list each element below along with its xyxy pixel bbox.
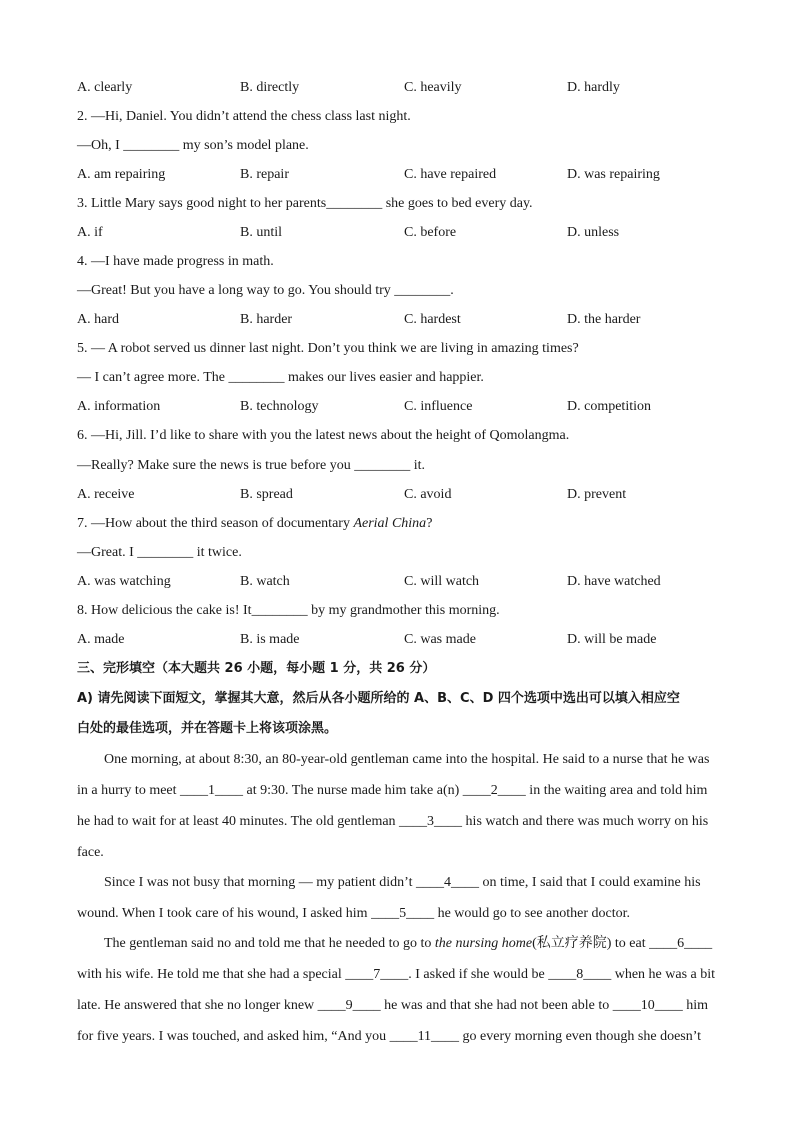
q6-option-d: D. prevent: [567, 487, 627, 502]
passage-p1-line4: face.: [77, 845, 104, 860]
section-instruction-line2: 白处的最佳选项，并在答题卡上将该项涂黑。: [77, 721, 338, 736]
section-instruction-line1: A) 请先阅读下面短文，掌握其大意，然后从各小题所给的 A、B、C、D 四个选项中选出可以填入相应空: [77, 691, 680, 706]
q2-option-b: B. repair: [240, 167, 289, 182]
passage-p1-line3: he had to wait for at least 40 minutes. The old gentleman ____3____ his watch and there was much worry on his: [77, 814, 709, 829]
q2-option-c: C. have repaired: [404, 167, 497, 182]
q6-stem: 6. —Hi, Jill. I’d like to share with you the latest news about the height of Qomolangma.: [77, 428, 570, 443]
q3-option-d: D. unless: [567, 225, 620, 240]
passage-p1-line1: One morning, at about 8:30, an 80-year-old gentleman came into the hospital. He said to a nurse that he was: [104, 752, 710, 767]
q4-option-a: A. hard: [77, 312, 119, 327]
q2-option-d: D. was repairing: [567, 167, 660, 182]
q3-option-c: C. before: [404, 225, 457, 240]
q8-option-a: A. made: [77, 632, 125, 647]
q7-option-d: D. have watched: [567, 574, 661, 589]
q8-stem: 8. How delicious the cake is! It________ by my grandmother this morning.: [77, 603, 500, 618]
q4-stem: 4. —I have made progress in math.: [77, 254, 274, 269]
q5-option-b: B. technology: [240, 399, 319, 414]
q5-option-a: A. information: [77, 399, 161, 414]
q4-option-d: D. the harder: [567, 312, 641, 327]
q7-stem-end: ?: [426, 516, 433, 531]
q7-reply: —Great. I ________ it twice.: [77, 545, 242, 560]
q1-option-c: C. heavily: [404, 80, 462, 95]
q5-option-c: C. influence: [404, 399, 473, 414]
q2-option-a: A. am repairing: [77, 167, 166, 182]
q6-option-c: C. avoid: [404, 487, 452, 502]
passage-p3-line4: for five years. I was touched, and asked him, “And you ____11____ go every morning even though she doesn’t: [77, 1029, 702, 1044]
passage-p1-line2: in a hurry to meet ____1____ at 9:30. The nurse made him take a(n) ____2____ in the waiting area and told him: [77, 783, 708, 798]
passage-nursing-home: the nursing home: [434, 936, 533, 951]
q5-stem: 5. — A robot served us dinner last night. Don’t you think we are living in amazing times?: [77, 341, 579, 356]
passage-p3-text: The gentleman said no and told me that he needed to go to: [104, 936, 435, 951]
q7-documentary-title: Aerial China: [353, 516, 427, 531]
q2-stem: 2. —Hi, Daniel. You didn’t attend the chess class last night.: [77, 109, 411, 124]
q6-reply: —Really? Make sure the news is true before you ________ it.: [77, 458, 425, 473]
passage-p3-line3: late. He answered that she no longer knew ____9____ he was and that she had not been able to ____10____ him: [77, 998, 709, 1013]
q4-reply: —Great! But you have a long way to go. You should try ________.: [77, 283, 454, 298]
q7-stem-text: 7. —How about the third season of documentary: [77, 516, 354, 531]
q1-option-d: D. hardly: [567, 80, 620, 95]
q5-reply: — I can’t agree more. The ________ makes our lives easier and happier.: [77, 370, 484, 385]
q7-stem: [77, 515, 432, 533]
q7-option-a: A. was watching: [77, 574, 171, 589]
passage-p3-line2: with his wife. He told me that she had a special ____7____. I asked if she would be ____8____ when he was a bit: [77, 967, 716, 982]
q7-option-b: B. watch: [240, 574, 290, 589]
q3-option-b: B. until: [240, 225, 283, 240]
q5-option-d: D. competition: [567, 399, 651, 414]
q8-option-c: C. was made: [404, 632, 476, 647]
passage-p2-line2: wound. When I took care of his wound, I asked him ____5____ he would go to see another doctor.: [77, 906, 631, 921]
q3-stem: 3. Little Mary says good night to her parents________ she goes to bed every day.: [77, 196, 533, 211]
q6-option-a: A. receive: [77, 487, 135, 502]
passage-p2-line1: Since I was not busy that morning — my patient didn’t ____4____ on time, I said that I could examine his: [104, 875, 701, 890]
q4-option-b: B. harder: [240, 312, 293, 327]
passage-p3-text-end: (私立疗养院) to eat ____6____: [532, 936, 713, 951]
section-heading: 三、完形填空（本大题共 26 小题，每小题 1 分，共 26 分）: [77, 661, 436, 676]
q3-option-a: A. if: [77, 225, 103, 240]
q1-option-a: A. clearly: [77, 80, 133, 95]
q4-option-c: C. hardest: [404, 312, 461, 327]
passage-p3-line1: [104, 935, 748, 953]
q8-option-b: B. is made: [240, 632, 300, 647]
q7-option-c: C. will watch: [404, 574, 480, 589]
q1-option-b: B. directly: [240, 80, 300, 95]
q2-reply: —Oh, I ________ my son’s model plane.: [77, 138, 309, 153]
q6-option-b: B. spread: [240, 487, 293, 502]
q8-option-d: D. will be made: [567, 632, 657, 647]
